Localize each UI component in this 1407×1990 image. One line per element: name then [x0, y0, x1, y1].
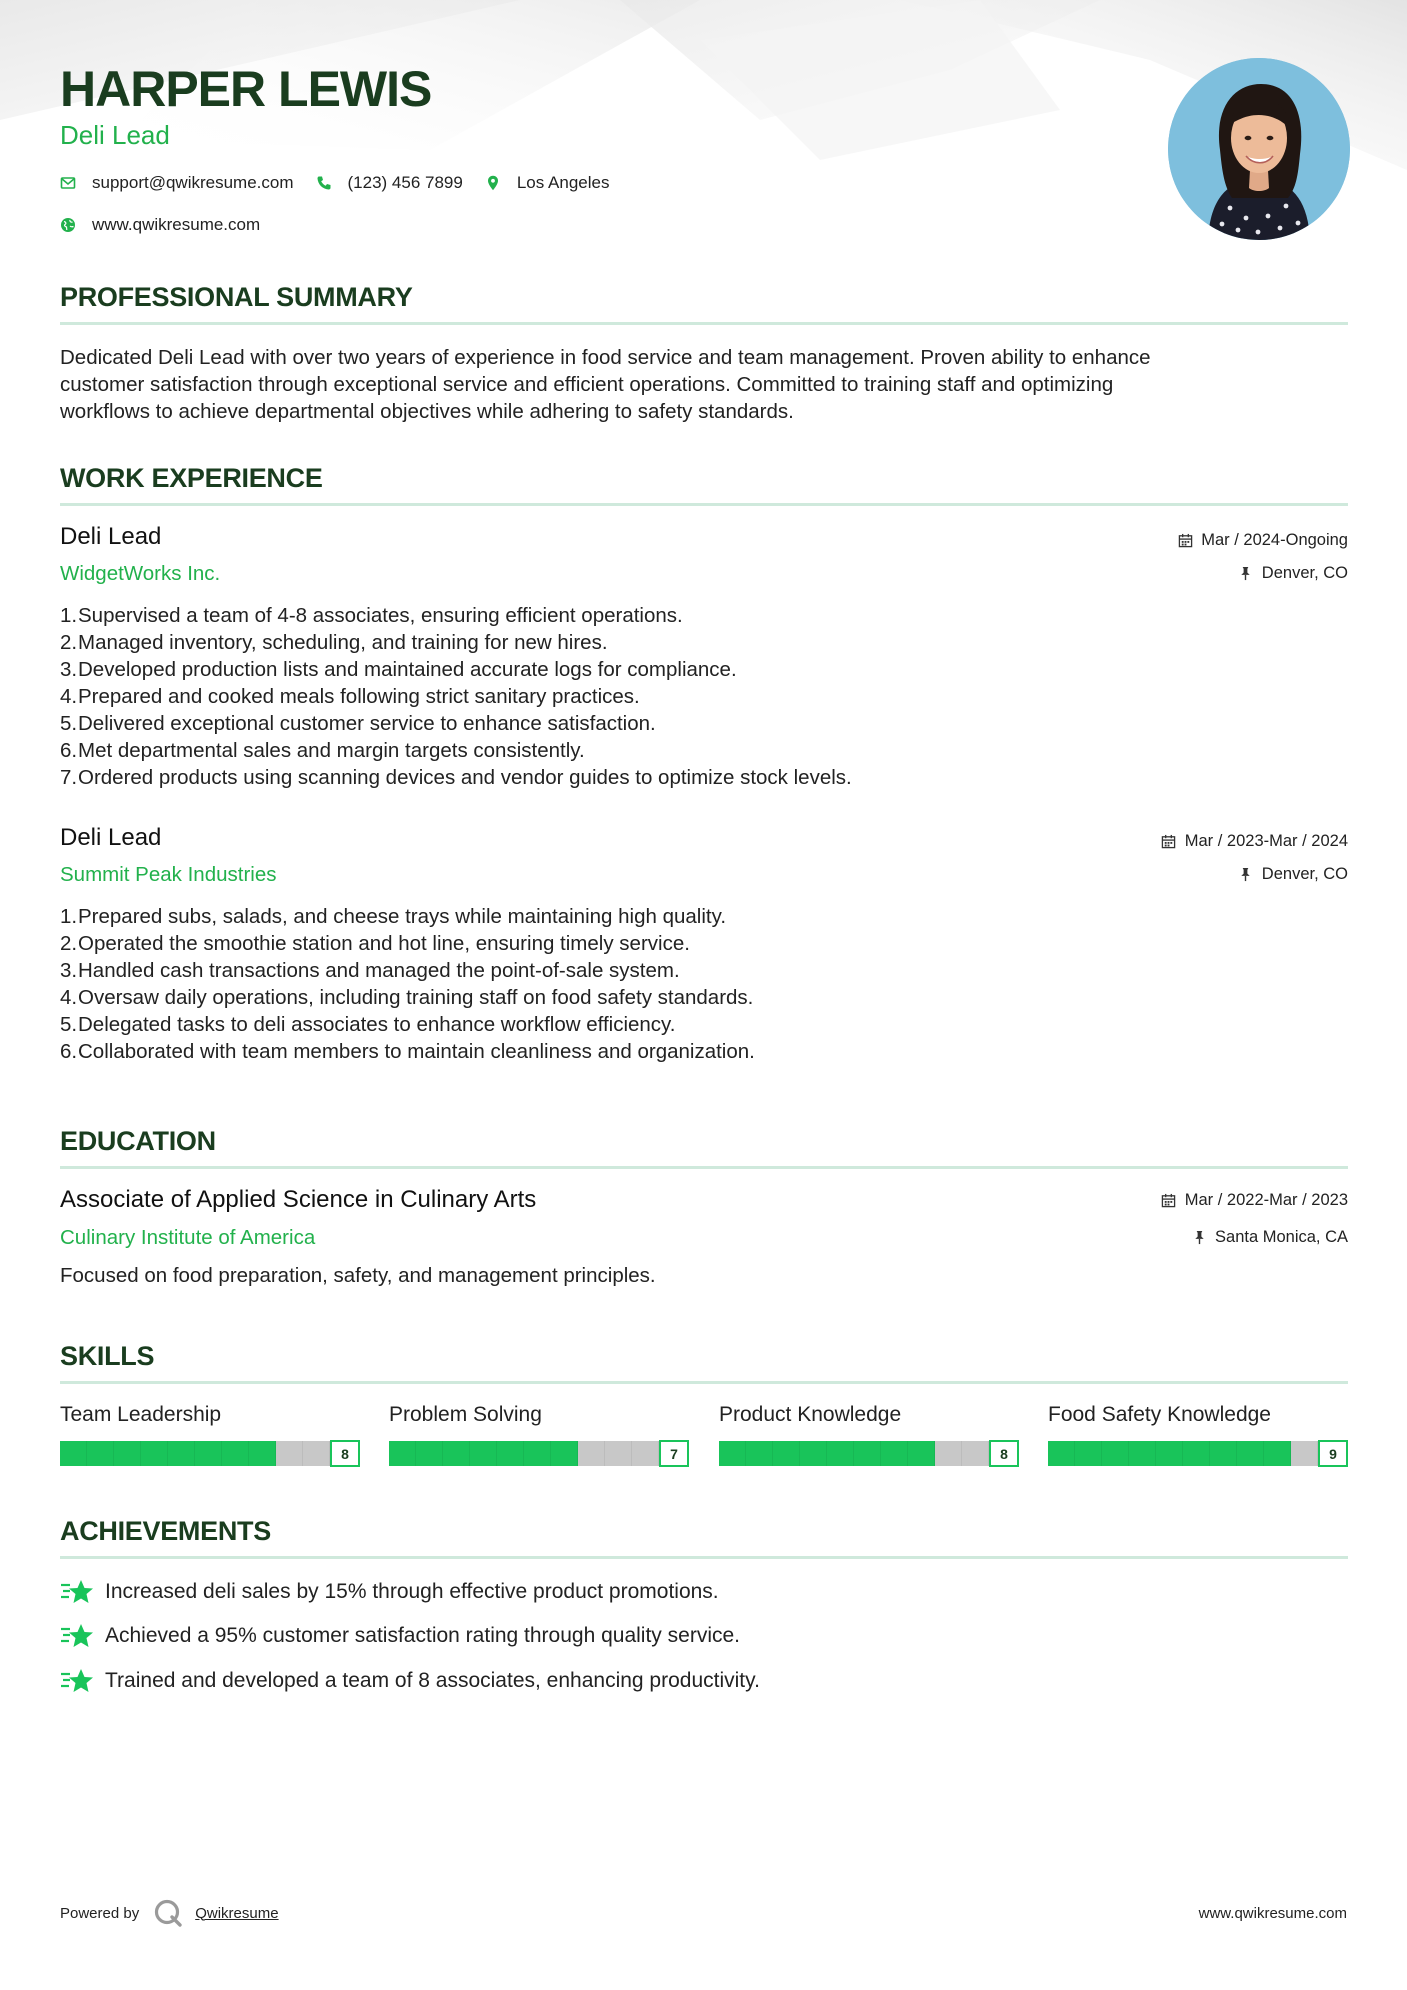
job-location [1238, 564, 1348, 583]
achievement-item [60, 1577, 719, 1607]
location-text: Los Angeles [516, 173, 610, 192]
education-location-text: Santa Monica, CA [1215, 1228, 1348, 1246]
star-icon [60, 1577, 94, 1607]
experience-heading: WORK EXPERIENCE [60, 463, 323, 493]
email-text: support@qwikresume.com [92, 173, 294, 192]
profile-photo [1168, 58, 1350, 240]
bullet-text: Handled cash transactions and managed the point-of-sale system. [78, 959, 680, 982]
bullet-text: Developed production lists and maintained accurate logs for compliance. [78, 658, 737, 681]
list-item: 2. Managed inventory, scheduling, and training for new hires. [60, 631, 608, 654]
achievement-text: Trained and developed a team of 8 associates, enhancing productivity. [105, 1669, 760, 1692]
summary-line: customer satisfaction through exceptional service and efficient operations. Committed to training staff and optimizing [60, 373, 1114, 396]
envelope-icon [60, 175, 76, 191]
list-item: 4. Prepared and cooked meals following strict sanitary practices. [60, 685, 640, 708]
skill-name: Product Knowledge [719, 1403, 902, 1426]
calendar-icon [1161, 834, 1177, 850]
phone-icon [316, 175, 332, 191]
education-dates [1161, 1191, 1348, 1210]
skill-item [389, 1403, 689, 1467]
summary-text [60, 344, 1348, 425]
education-heading: EDUCATION [60, 1126, 216, 1156]
job-location-text: Denver, CO [1261, 564, 1348, 582]
summary-line: Dedicated Deli Lead with over two years of experience in food service and team management. Proven ability to enhance [60, 346, 1151, 369]
list-item: 5. Delivered exceptional customer service to enhance satisfaction. [60, 712, 656, 735]
bullet-text: Prepared and cooked meals following strict sanitary practices. [78, 685, 640, 708]
pushpin-icon [1238, 566, 1254, 582]
education-degree: Associate of Applied Science in Culinary Arts [60, 1186, 537, 1213]
list-item: 6. Collaborated with team members to maintain cleanliness and organization. [60, 1040, 755, 1063]
footer-powered-by [60, 1898, 279, 1928]
list-item: 3. Handled cash transactions and managed the point-of-sale system. [60, 959, 680, 982]
phone-text: (123) 456 7899 [347, 173, 463, 192]
list-item: 6. Met departmental sales and margin targets consistently. [60, 739, 585, 762]
contact-website[interactable] [60, 215, 260, 235]
skill-score: 9 [1318, 1440, 1348, 1467]
powered-by-label: Powered by [60, 1904, 140, 1922]
skill-score: 8 [330, 1440, 360, 1467]
job-location [1238, 865, 1348, 884]
contact-row-website [60, 215, 282, 235]
education-location [1191, 1228, 1348, 1247]
job-location-text: Denver, CO [1261, 865, 1348, 883]
bullet-text: Operated the smoothie station and hot line, ensuring timely service. [78, 932, 690, 955]
skills-heading: SKILLS [60, 1341, 155, 1371]
bullet-text: Supervised a team of 4-8 associates, ensuring efficient operations. [78, 604, 683, 627]
job-dates-text: Mar / 2024-Ongoing [1201, 531, 1348, 549]
list-item: 1. Prepared subs, salads, and cheese trays while maintaining high quality. [60, 905, 727, 928]
job-title: Deli Lead [60, 523, 162, 550]
footer-website-link[interactable]: www.qwikresume.com [1198, 1905, 1347, 1922]
pushpin-icon [1238, 867, 1254, 883]
skill-score: 7 [659, 1440, 689, 1467]
bullet-text: Collaborated with team members to maintain cleanliness and organization. [78, 1040, 755, 1063]
achievement-item [60, 1666, 760, 1696]
contact-phone[interactable] [316, 173, 463, 193]
skill-bar [60, 1437, 360, 1467]
job-dates-text: Mar / 2023-Mar / 2024 [1184, 832, 1348, 850]
star-icon [60, 1621, 94, 1651]
skill-item [1048, 1403, 1348, 1467]
job-dates [1161, 832, 1348, 851]
pushpin-icon [1191, 1230, 1207, 1246]
achievements-heading: ACHIEVEMENTS [60, 1516, 271, 1546]
bullet-text: Prepared subs, salads, and cheese trays while maintaining high quality. [78, 905, 727, 928]
calendar-icon [1161, 1193, 1177, 1209]
skill-item [719, 1403, 1019, 1467]
qwikresume-logo-icon [153, 1898, 183, 1928]
education-school: Culinary Institute of America [60, 1226, 316, 1249]
qwikresume-link[interactable]: Qwikresume [195, 1904, 279, 1922]
summary-heading: PROFESSIONAL SUMMARY [60, 282, 413, 312]
achievement-text: Achieved a 95% customer satisfaction rating through quality service. [105, 1624, 740, 1647]
skill-name: Team Leadership [60, 1403, 222, 1426]
job-company: WidgetWorks Inc. [60, 562, 221, 585]
skill-name: Food Safety Knowledge [1048, 1403, 1271, 1426]
candidate-name: HARPER LEWIS [60, 61, 432, 117]
summary-divider [60, 322, 1348, 325]
skill-item [60, 1403, 360, 1467]
list-item: 3. Developed production lists and maintained accurate logs for compliance. [60, 658, 737, 681]
job-company: Summit Peak Industries [60, 863, 277, 886]
achievement-text: Increased deli sales by 15% through effective product promotions. [105, 1580, 719, 1603]
job-bullets [60, 602, 852, 791]
bullet-text: Managed inventory, scheduling, and training for new hires. [78, 631, 608, 654]
map-pin-icon [485, 175, 501, 191]
list-item: 4. Oversaw daily operations, including training staff on food safety standards. [60, 986, 754, 1009]
list-item: 1. Supervised a team of 4-8 associates, ensuring efficient operations. [60, 604, 683, 627]
achievement-item [60, 1621, 740, 1651]
globe-icon [60, 217, 76, 233]
contact-location [485, 173, 610, 193]
website-text: www.qwikresume.com [92, 215, 261, 234]
skill-name: Problem Solving [389, 1403, 542, 1426]
list-item: 5. Delegated tasks to deli associates to enhance workflow efficiency. [60, 1013, 676, 1036]
job-dates [1177, 531, 1348, 550]
candidate-title: Deli Lead [60, 120, 170, 150]
bullet-text: Met departmental sales and margin targets consistently. [78, 739, 585, 762]
contact-row [60, 173, 631, 193]
education-dates-text: Mar / 2022-Mar / 2023 [1184, 1191, 1348, 1209]
calendar-icon [1177, 533, 1193, 549]
skill-bar [1048, 1437, 1348, 1467]
bullet-text: Oversaw daily operations, including training staff on food safety standards. [78, 986, 754, 1009]
education-divider [60, 1166, 1348, 1169]
star-icon [60, 1666, 94, 1696]
skills-divider [60, 1381, 1348, 1384]
skill-bar [719, 1437, 1019, 1467]
bullet-text: Delegated tasks to deli associates to enhance workflow efficiency. [78, 1013, 676, 1036]
contact-email[interactable] [60, 173, 294, 193]
skill-score: 8 [989, 1440, 1019, 1467]
bullet-text: Delivered exceptional customer service to enhance satisfaction. [78, 712, 656, 735]
job-bullets [60, 903, 755, 1065]
education-description: Focused on food preparation, safety, and management principles. [60, 1264, 656, 1287]
job-title: Deli Lead [60, 824, 162, 851]
list-item: 7. Ordered products using scanning devices and vendor guides to optimize stock levels. [60, 766, 852, 789]
achievements-divider [60, 1556, 1348, 1559]
summary-line: workflows to achieve departmental objectives while adhering to safety standards. [60, 400, 794, 423]
skill-bar [389, 1437, 689, 1467]
bullet-text: Ordered products using scanning devices and vendor guides to optimize stock levels. [78, 766, 852, 789]
experience-divider [60, 503, 1348, 506]
list-item: 2. Operated the smoothie station and hot line, ensuring timely service. [60, 932, 690, 955]
